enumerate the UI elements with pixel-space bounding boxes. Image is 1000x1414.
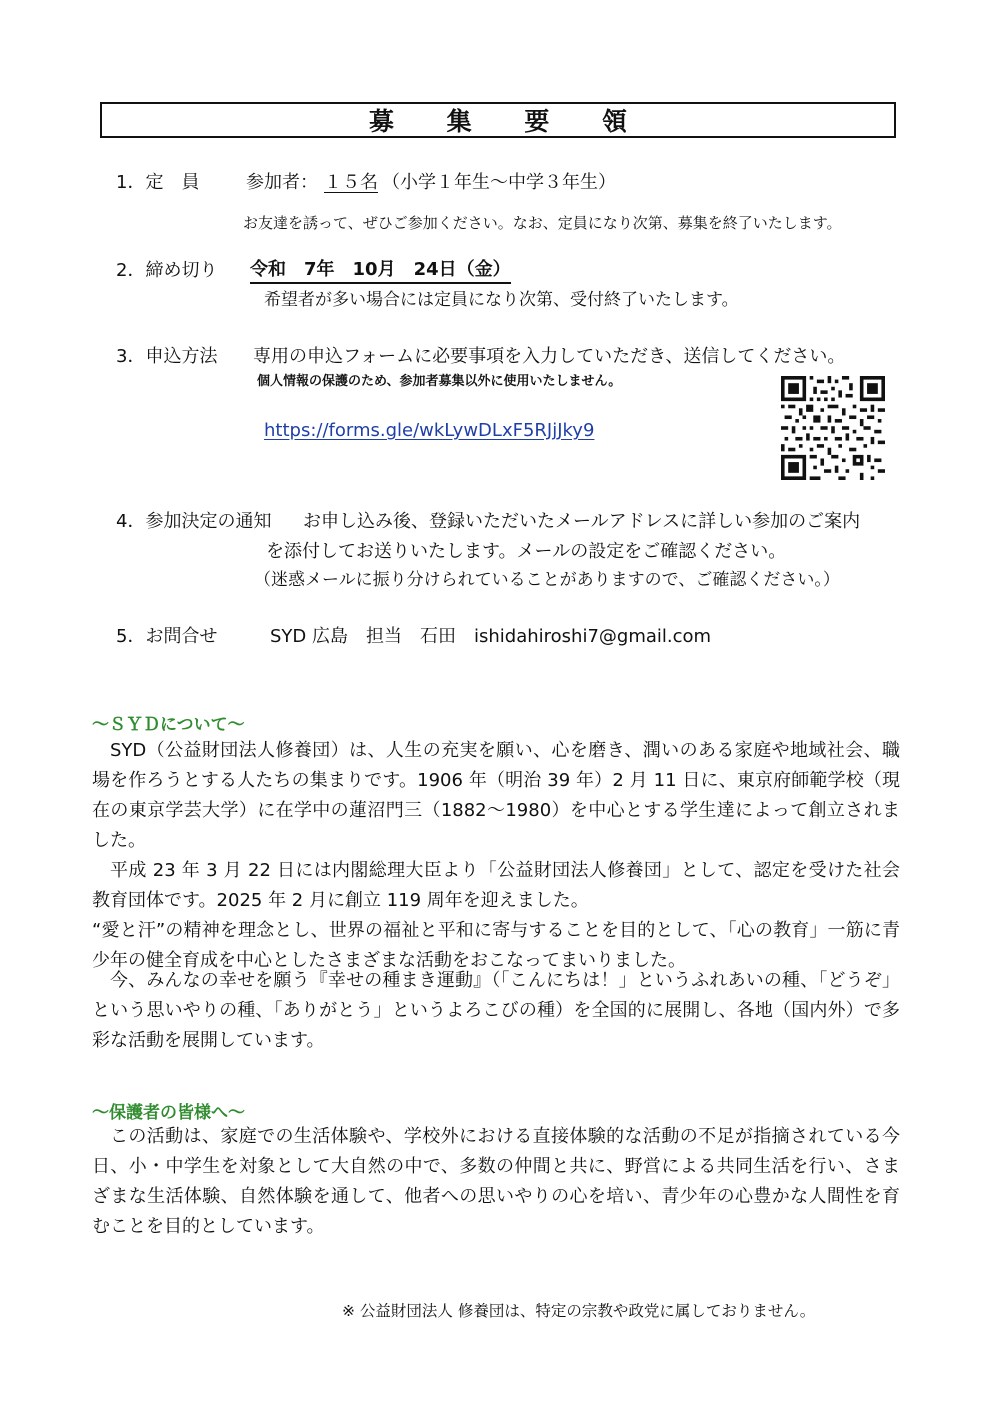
footer-note: ※ 公益財団法人 修養団は、特定の宗教や政党に属しておりません。 xyxy=(342,1302,816,1320)
privacy-note: 個人情報の保護のため、参加者募集以外に使用いたしません。 xyxy=(257,374,622,389)
about-heading: ～ＳＹＤについて～ xyxy=(92,715,245,735)
item-2-label: 2．締め切り xyxy=(116,260,218,281)
notice-line-3: （迷惑メールに振り分けられていることがありますので、ご確認ください。） xyxy=(254,570,840,590)
notice-line-2: を添付してお送りいたします。メールの設定をご確認ください。 xyxy=(266,541,787,562)
item-3-label: 3．申込方法 xyxy=(116,346,218,367)
notice-line-1: お申し込み後、登録いただいたメールアドレスに詳しい参加のご案内 xyxy=(303,511,861,532)
capacity-grades: （小学１年生～中学３年生） xyxy=(382,172,616,193)
about-paragraph-1: SYD（公益財団法人修養団）は、人生の充実を願い、心を磨き、潤いのある家庭や地域社会、職場を作ろうとする人たちの集まりです。1906 年（明治 39 年）2 月 11 日に、東京府師範学校（現在の東京学芸大学）に在学中の蓮沼門三（1882～1980）を中心とする学生達によって創立されました。 xyxy=(92,740,900,851)
item-1-label: 1．定 員 xyxy=(116,172,200,193)
capacity-note: お友達を誘って、ぜひご参加ください。なお、定員になり次第、募集を終了いたします。 xyxy=(243,214,842,232)
guardians-heading: ～保護者の皆様へ～ xyxy=(92,1103,245,1123)
about-paragraph-4: 今、みんなの幸せを願う『幸せの種まき運動』（「こんにちは！」というふれあいの種、「どうぞ」という思いやりの種、「ありがとう」というよろこびの種）を全国的に展開し、各地（国内外）で多彩な活動を展開しています。 xyxy=(92,970,900,1051)
item-5-label: 5．お問合せ xyxy=(116,626,218,647)
deadline-date: 令和 7年 10月 24日（金） xyxy=(250,255,511,284)
about-paragraph-2: 平成 23 年 3 月 22 日には内閣総理大臣より「公益財団法人修養団」として、認定を受けた社会教育団体です。2025 年 2 月に創立 119 周年を迎えました。 xyxy=(92,860,900,911)
guardians-paragraph: この活動は、家庭での生活体験や、学校外における直接体験的な活動の不足が指摘されている今日、小・中学生を対象として大自然の中で、多数の仲間と共に、野営による共同生活を行い、さまざまな生活体験、自然体験を通して、他者への思いやりの心を培い、青少年の心豊かな人間性を育むことを目的としています。 xyxy=(92,1126,900,1237)
capacity-number: １５名 xyxy=(324,172,378,193)
title-box xyxy=(100,102,896,138)
page-title: 募 集 要 領 xyxy=(368,107,650,136)
application-form-link[interactable]: https://forms.gle/wkLywDLxF5RJjJky9 xyxy=(264,420,595,441)
apply-method: 専用の申込フォームに必要事項を入力していただき、送信してください。 xyxy=(253,346,846,367)
about-paragraph-3: “愛と汗”の精神を理念とし、世界の福祉と平和に寄与することを目的として、「心の教育」一筋に青少年の健全育成を中心としたさまざまな活動をおこなってまいりました。 xyxy=(92,920,900,971)
qr-code-icon xyxy=(781,376,885,480)
capacity-prefix: 参加者： xyxy=(246,172,318,193)
deadline-note: 希望者が多い場合には定員になり次第、受付終了いたします。 xyxy=(264,290,739,310)
item-4-label: 4．参加決定の通知 xyxy=(116,511,272,532)
contact-info: SYD 広島 担当 石田 ishidahiroshi7@gmail.com xyxy=(270,626,712,647)
